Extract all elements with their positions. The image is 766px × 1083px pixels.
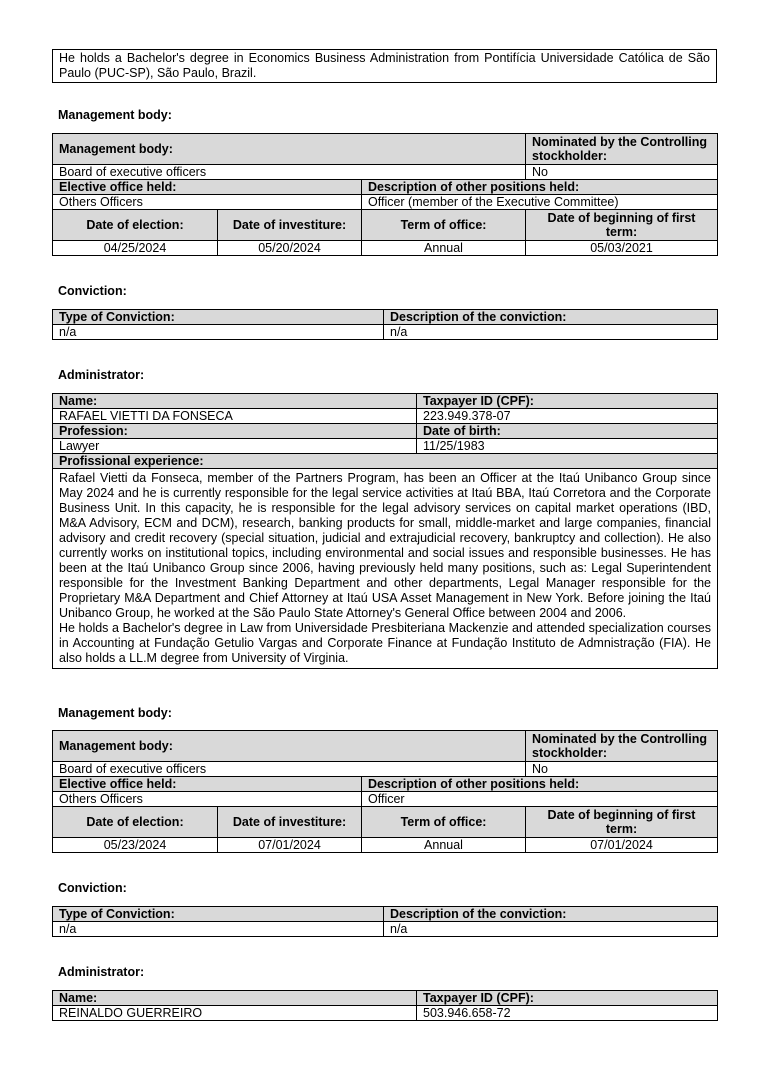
management-body-table-2 — [52, 730, 717, 853]
date-investiture-label: Date of investiture: — [218, 807, 362, 838]
education-text: He holds a Bachelor's degree in Economics Business Administration from Pontifícia Universidade Católica de São Paulo (PUC-SP), São Paulo, Brazil. — [53, 50, 717, 83]
cpf-label: Taxpayer ID (CPF): — [417, 394, 718, 409]
section-heading-management-body: Management body: — [58, 108, 172, 122]
conviction-table — [52, 309, 717, 340]
education-box — [52, 49, 717, 83]
section-heading-conviction-2: Conviction: — [58, 881, 127, 895]
section-heading-administrator-2: Administrator: — [58, 965, 145, 979]
type-conviction-value: n/a — [53, 325, 384, 340]
other-positions-value: Officer (member of the Executive Committee) — [362, 195, 718, 210]
section-heading-management-body-2: Management body: — [58, 706, 172, 720]
section-heading-administrator: Administrator: — [58, 368, 145, 382]
experience-paragraph-1: Rafael Vietti da Fonseca, member of the Partners Program, has been an Officer at the Itaú Unibanco Group since May 2024 and he is currently responsible for the legal service activities at Itaú BBA, Itaú Corretora and the Corporate Business Unit. In this capacity, he is responsible for the legal advisory services on capital market operations (IBD, M&A Advisory, ECM and DCM), research, banking products for small, middle-market and large companies, financial advisory and credit recovery (special situation, judicial and extrajudicial recovery, bankruptcy and collection). He also currently works on institutional topics, including environmental and social issues and responsible businesses. He has been at the Itaú Unibanco Group since 2006, having previously held many positions, such as: Legal Superintendent responsible for the Investment Banking Department and other departments, Legal Manager responsible for the Proprietary M&A Department and Chief Attorney at Itaú USA Asset Management in New York. Before joining the Itaú Unibanco Group, he worked at the São Paulo State Attorney's General Office between 2004 and 2006. — [59, 471, 711, 620]
nominated-value: No — [526, 762, 718, 777]
other-positions-label: Description of other positions held: — [362, 180, 718, 195]
conviction-table-2 — [52, 906, 717, 937]
dob-value: 11/25/1983 — [417, 439, 718, 454]
management-body-value: Board of executive officers — [53, 762, 526, 777]
nominated-label: Nominated by the Controlling stockholder: — [526, 134, 718, 165]
cpf-value: 503.946.658-72 — [417, 1006, 718, 1021]
date-first-term-value: 07/01/2024 — [526, 838, 718, 853]
management-body-value: Board of executive officers — [53, 165, 526, 180]
date-first-term-label: Date of beginning of first term: — [526, 807, 718, 838]
date-election-value: 04/25/2024 — [53, 241, 218, 256]
administrator-table — [52, 393, 717, 669]
dob-label: Date of birth: — [417, 424, 718, 439]
date-election-label: Date of election: — [53, 807, 218, 838]
name-label: Name: — [53, 991, 417, 1006]
date-investiture-value: 05/20/2024 — [218, 241, 362, 256]
administrator-table-2 — [52, 990, 717, 1021]
elective-office-value: Others Officers — [53, 792, 362, 807]
term-office-label: Term of office: — [362, 807, 526, 838]
profession-label: Profession: — [53, 424, 417, 439]
other-positions-label: Description of other positions held: — [362, 777, 718, 792]
date-election-label: Date of election: — [53, 210, 218, 241]
elective-office-label: Elective office held: — [53, 777, 362, 792]
management-body-table — [52, 133, 717, 256]
cpf-label: Taxpayer ID (CPF): — [417, 991, 718, 1006]
type-conviction-value: n/a — [53, 922, 384, 937]
term-office-label: Term of office: — [362, 210, 526, 241]
type-conviction-label: Type of Conviction: — [53, 310, 384, 325]
term-office-value: Annual — [362, 241, 526, 256]
other-positions-value: Officer — [362, 792, 718, 807]
nominated-label: Nominated by the Controlling stockholder: — [526, 731, 718, 762]
type-conviction-label: Type of Conviction: — [53, 907, 384, 922]
management-body-label: Management body: — [53, 134, 526, 165]
nominated-value: No — [526, 165, 718, 180]
date-election-value: 05/23/2024 — [53, 838, 218, 853]
term-office-value: Annual — [362, 838, 526, 853]
desc-conviction-value: n/a — [384, 922, 718, 937]
date-first-term-value: 05/03/2021 — [526, 241, 718, 256]
experience-label: Profissional experience: — [53, 454, 718, 469]
elective-office-label: Elective office held: — [53, 180, 362, 195]
experience-text — [53, 469, 718, 669]
experience-paragraph-2: He holds a Bachelor's degree in Law from Universidade Presbiteriana Mackenzie and attended specialization courses in Accounting at Fundação Getulio Vargas and Corporate Finance at Fundação Instituto de Admnistração (FIA). He also holds a LL.M degree from University of Virginia. — [59, 621, 711, 665]
name-value: REINALDO GUERREIRO — [53, 1006, 417, 1021]
desc-conviction-value: n/a — [384, 325, 718, 340]
management-body-label: Management body: — [53, 731, 526, 762]
section-heading-conviction: Conviction: — [58, 284, 127, 298]
date-first-term-label: Date of beginning of first term: — [526, 210, 718, 241]
name-label: Name: — [53, 394, 417, 409]
cpf-value: 223.949.378-07 — [417, 409, 718, 424]
desc-conviction-label: Description of the conviction: — [384, 310, 718, 325]
desc-conviction-label: Description of the conviction: — [384, 907, 718, 922]
date-investiture-label: Date of investiture: — [218, 210, 362, 241]
profession-value: Lawyer — [53, 439, 417, 454]
name-value: RAFAEL VIETTI DA FONSECA — [53, 409, 417, 424]
date-investiture-value: 07/01/2024 — [218, 838, 362, 853]
elective-office-value: Others Officers — [53, 195, 362, 210]
